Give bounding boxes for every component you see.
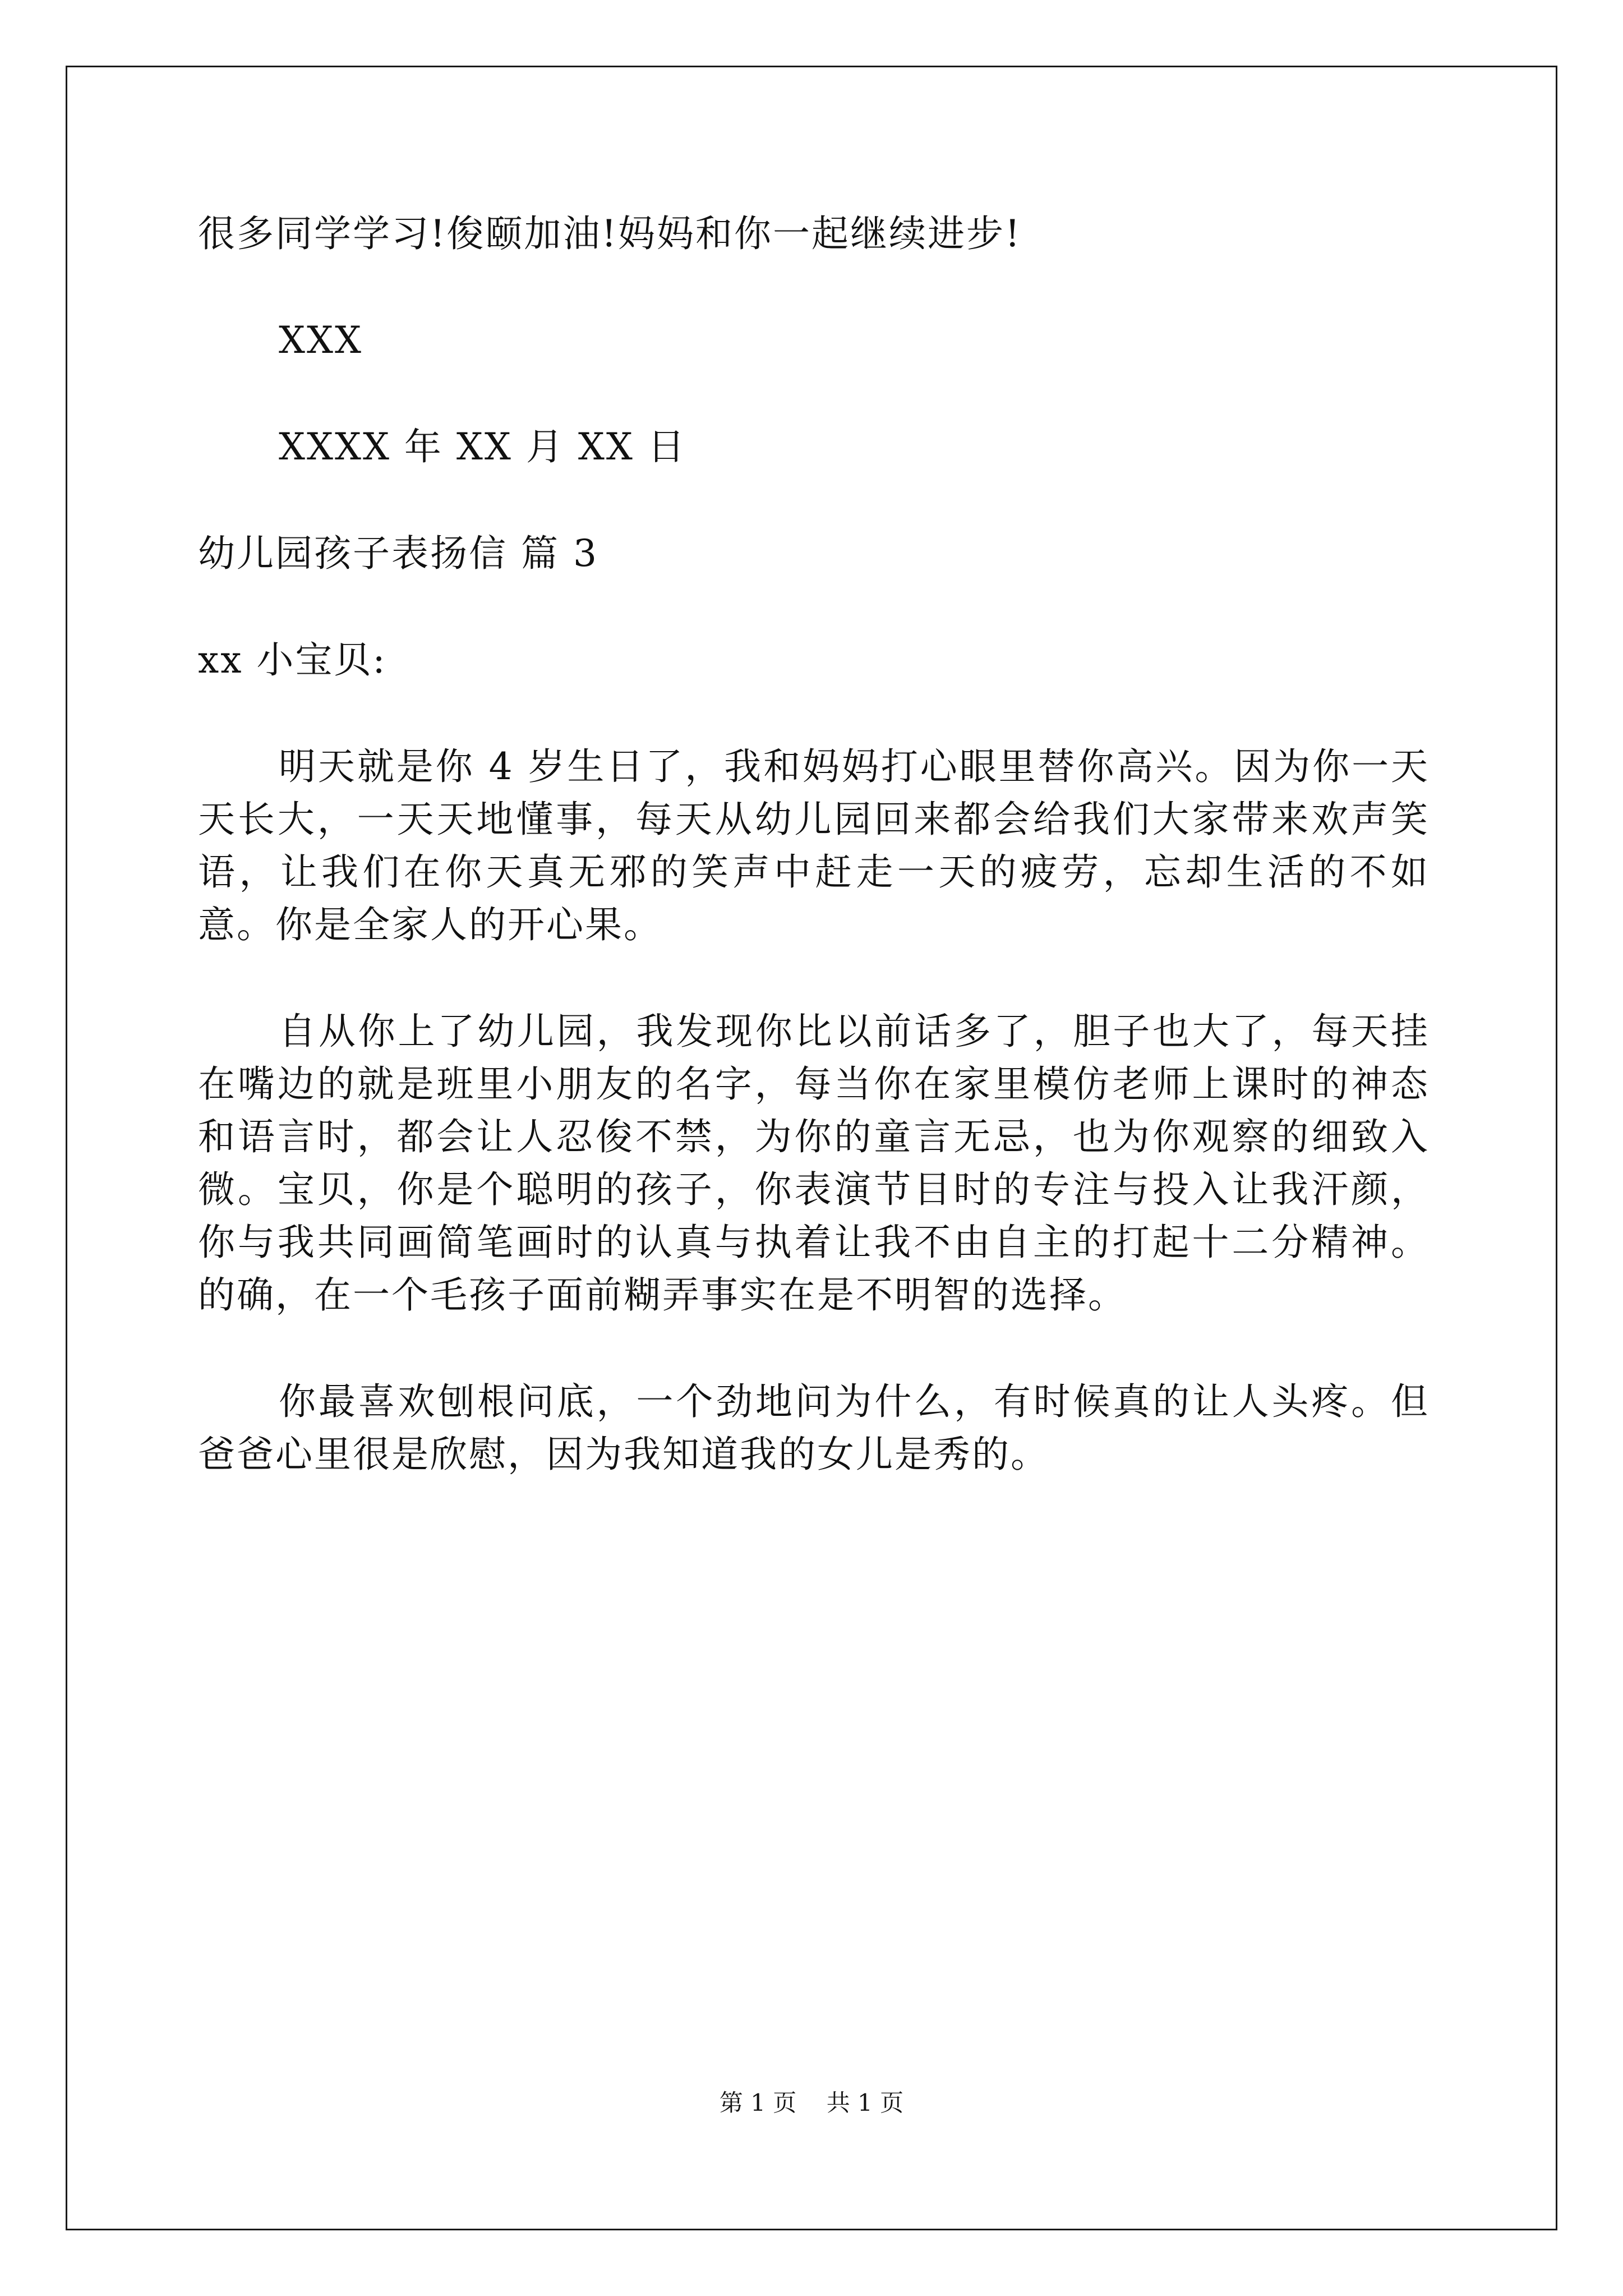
signature-name: XXX [279, 319, 363, 362]
salutation: xx 小宝贝: [198, 638, 387, 682]
page-footer: 第 1 页 共 1 页 [719, 2089, 904, 2116]
letter-body [198, 208, 1430, 1481]
paragraph-2: 自从你上了幼儿园，我发现你比以前话多了，胆子也大了，每天挂在嘴边的就是班里小朋友的名字，每当你在家里模仿老师上课时的神态和语言时，都会让人忍俊不禁，为你的童言无忌，也为你观察的细致入微。宝贝，你是个聪明的孩子，你表演节目时的专注与投入让我汗颜，你与我共同画简笔画时的认真与执着让我不由自主的打起十二分精神。的确，在一个毛孩子面前糊弄事实在是不明智的选择。 [198, 1010, 1430, 1317]
paragraph-1: 明天就是你 4 岁生日了，我和妈妈打心眼里替你高兴。因为你一天天长大，一天天地懂事，每天从幼儿园回来都会给我们大家带来欢声笑语，让我们在你天真无邪的笑声中赶走一天的疲劳，忘却生活的不如意。你是全家人的开心果。 [198, 745, 1430, 946]
section-title: 幼儿园孩子表扬信 篇 3 [198, 532, 598, 575]
signature-date: XXXX 年 XX 月 XX 日 [279, 425, 686, 468]
continuation-line: 很多同学学习!俊颐加油!妈妈和你一起继续进步! [198, 212, 1022, 255]
paragraph-3: 你最喜欢刨根问底，一个劲地问为什么，有时候真的让人头疼。但爸爸心里很是欣慰，因为我知道我的女儿是秀的。 [198, 1380, 1430, 1476]
